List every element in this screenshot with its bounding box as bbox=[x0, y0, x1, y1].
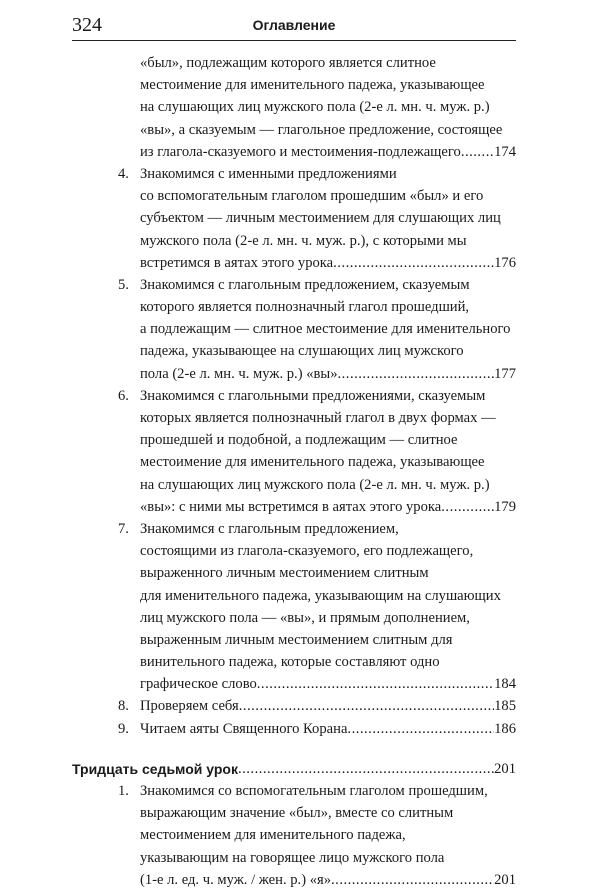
page-number: 324 bbox=[72, 14, 102, 36]
toc-page-number: 177 bbox=[494, 365, 516, 382]
toc-entry-text: графическое слово bbox=[140, 676, 257, 693]
toc-entry-line: для именительного падежа, указывающим на слушающих bbox=[140, 587, 501, 604]
toc-entry-line bbox=[72, 780, 516, 802]
toc-entry-line bbox=[72, 274, 516, 296]
toc-entry-line: субъектом — личным местоимением для слушающих лиц bbox=[140, 210, 501, 227]
toc-entry-line: «был», подлежащим которого является слитное bbox=[140, 55, 436, 71]
toc-entry-text: Проверяем себя bbox=[140, 698, 239, 715]
toc-entry-number: 7. bbox=[118, 520, 129, 537]
toc-entry-last-line bbox=[72, 252, 516, 274]
toc-page-number: 201 bbox=[494, 871, 516, 888]
toc-page-number: 174 bbox=[494, 143, 516, 160]
toc-entry-line: которого является полнозначный глагол прошедший, bbox=[140, 299, 470, 316]
toc-entry-line: со вспомогательным глаголом прошедшим «был» и его bbox=[140, 188, 484, 205]
toc-entry-line: а подлежащим — слитное местоимение для именительного bbox=[140, 321, 511, 338]
leader-dots bbox=[333, 252, 494, 274]
toc-entry-last-line bbox=[72, 363, 516, 385]
toc-entry bbox=[72, 385, 516, 518]
toc-entry-last-line bbox=[72, 141, 516, 163]
running-title: Оглавление bbox=[252, 17, 336, 33]
toc-page-number: 201 bbox=[494, 760, 516, 777]
leader-dots bbox=[338, 363, 495, 385]
toc-entry-text: встретимся в аятах этого урока bbox=[140, 254, 334, 271]
toc-entry-text: Знакомимся со вспомогательным глаголом прошедшим, bbox=[140, 783, 488, 799]
leader-dots bbox=[347, 718, 494, 740]
toc-entry-line: местоимением для именительного падежа, bbox=[140, 827, 406, 844]
toc-page-number: 186 bbox=[494, 720, 516, 737]
toc-entry-line: падежа, указывающее на слушающих лиц мужского bbox=[140, 343, 464, 360]
toc-entry bbox=[72, 695, 516, 717]
leader-dots bbox=[238, 758, 494, 780]
section-spacer bbox=[72, 740, 516, 758]
toc-entry bbox=[72, 780, 516, 891]
toc-entry-line: выраженного личным местоимением слитным bbox=[140, 565, 429, 582]
toc-entry bbox=[72, 718, 516, 740]
toc-entry-line: выражающим значение «был», вместе со слитным bbox=[140, 805, 454, 822]
toc-entry-text: (1-е л. ед. ч. муж. / жен. р.) «я» bbox=[140, 871, 332, 888]
toc-entry-line bbox=[72, 385, 516, 407]
section-title: Тридцать седьмой урок bbox=[72, 760, 238, 777]
leader-dots bbox=[331, 869, 494, 891]
toc-page-number: 184 bbox=[494, 676, 516, 693]
toc-page-number: 179 bbox=[494, 498, 516, 515]
toc-entry bbox=[72, 274, 516, 385]
toc-entry-text: Знакомимся с именными предложениями bbox=[140, 165, 397, 182]
leader-dots bbox=[461, 141, 494, 163]
toc-entry-text: «вы»: с ними мы встретимся в аятах этого урока bbox=[140, 498, 442, 515]
toc-entry-line: лиц мужского пола — «вы», и прямым дополнением, bbox=[140, 609, 470, 626]
toc-entry-text: из глагола-сказуемого и местоимения-подлежащего bbox=[140, 143, 461, 160]
toc-entry-text: Знакомимся с глагольным предложением, сказуемым bbox=[140, 276, 470, 293]
toc-entry-number: 4. bbox=[118, 165, 129, 182]
section-heading bbox=[72, 758, 516, 780]
toc-entry-continuation bbox=[72, 52, 516, 163]
toc-entry-line bbox=[72, 163, 516, 185]
toc-entry-line: «вы», а сказуемым — глагольное предложение, состоящее bbox=[140, 121, 503, 138]
leader-dots bbox=[257, 673, 494, 695]
toc-entry-line: прошедшей и подобной, а подлежащим — слитное bbox=[140, 432, 458, 449]
toc-entry-number: 8. bbox=[118, 698, 129, 715]
leader-dots bbox=[441, 496, 494, 518]
toc-entry-line: на слушающих лиц мужского пола (2-е л. мн. ч. муж. р.) bbox=[140, 476, 490, 493]
toc-page-number: 176 bbox=[494, 254, 516, 271]
toc-entry bbox=[72, 163, 516, 274]
toc-entry bbox=[72, 518, 516, 696]
toc-entry-line: мужского пола (2-е л. мн. ч. муж. р.), с которыми мы bbox=[140, 232, 467, 249]
toc-entry-line: которых является полнозначный глагол в двух формах — bbox=[140, 410, 496, 426]
toc-entry-number: 5. bbox=[118, 276, 129, 293]
toc-entry-number: 6. bbox=[118, 387, 129, 404]
table-of-contents bbox=[72, 52, 516, 891]
toc-entry-line bbox=[72, 518, 516, 540]
toc-entry-line: винительного падежа, которые составляют одно bbox=[140, 654, 440, 671]
toc-entry-text: Знакомимся с глагольными предложениями, сказуемым bbox=[140, 387, 486, 404]
toc-entry-number: 9. bbox=[118, 720, 129, 737]
toc-entry-text: Читаем аяты Священного Корана bbox=[140, 720, 348, 737]
toc-entry-line: состоящими из глагола-сказуемого, его подлежащего, bbox=[140, 543, 474, 560]
toc-entry-line: указывающим на говорящее лицо мужского пола bbox=[140, 849, 445, 866]
toc-entry-number: 1. bbox=[118, 783, 129, 799]
toc-entry-line: местоимение для именительного падежа, указывающее bbox=[140, 77, 485, 94]
toc-entry-last-line bbox=[72, 673, 516, 695]
toc-page-number: 185 bbox=[494, 698, 516, 715]
running-header bbox=[72, 14, 516, 41]
toc-entry-line: на слушающих лиц мужского пола (2-е л. мн. ч. муж. р.) bbox=[140, 99, 490, 116]
leader-dots bbox=[239, 695, 494, 717]
toc-entry-text: пола (2-е л. мн. ч. муж. р.) «вы» bbox=[140, 365, 338, 382]
toc-entry-line: выраженным личным местоимением слитным для bbox=[140, 631, 453, 648]
toc-entry-last-line bbox=[72, 496, 516, 518]
toc-entry-line: местоимение для именительного падежа, указывающее bbox=[140, 454, 485, 471]
toc-entry-text: Знакомимся с глагольным предложением, bbox=[140, 520, 399, 537]
toc-entry-last-line bbox=[72, 869, 516, 891]
